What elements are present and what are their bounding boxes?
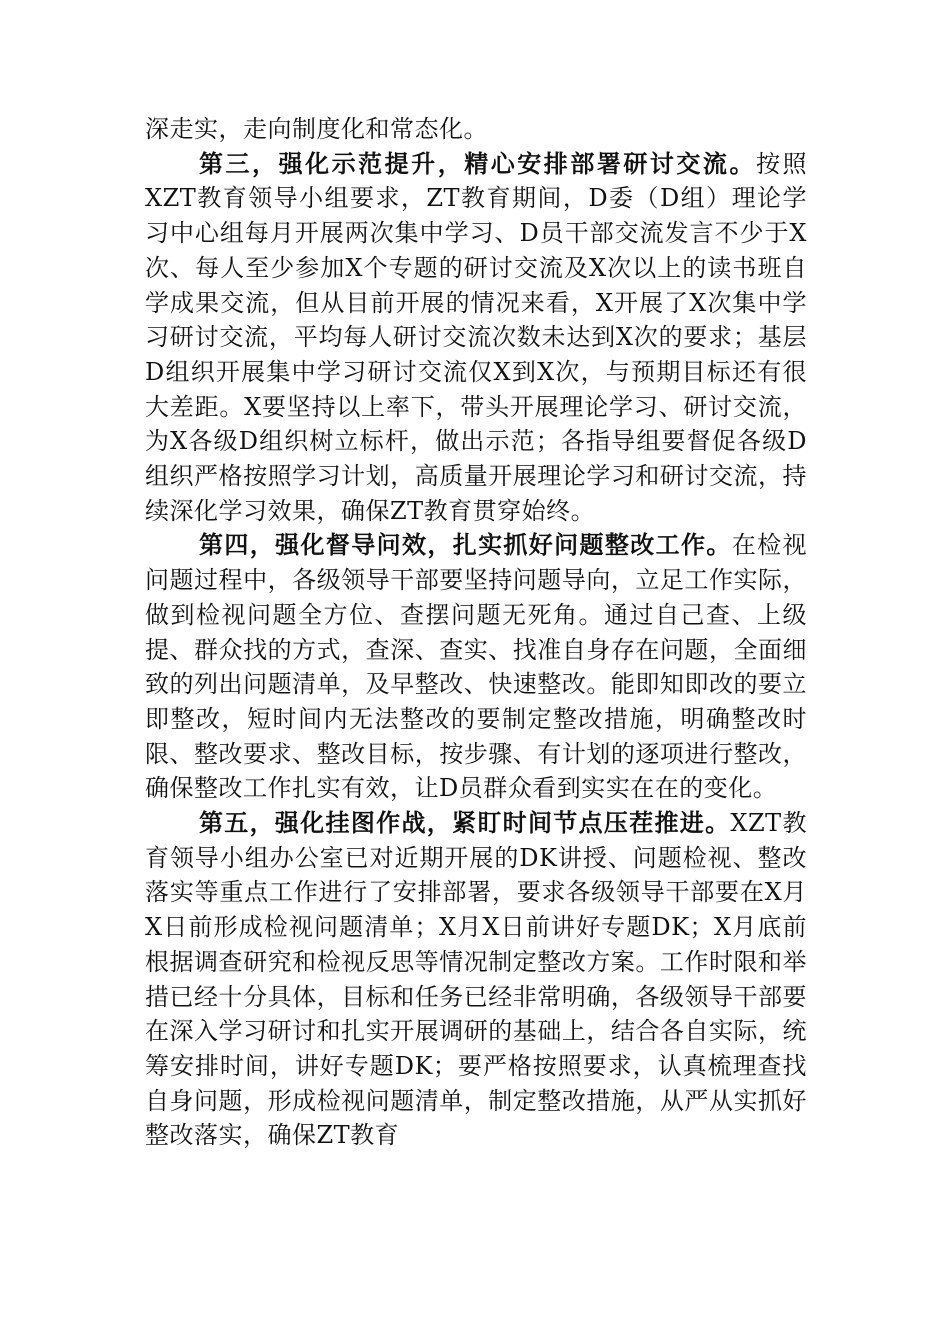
section-heading: 第四，强化督导问效，扎实抓好问题整改工作。	[199, 530, 732, 560]
paragraph-continuation	[145, 112, 807, 147]
paragraph-section-five	[145, 806, 807, 1153]
paragraph-body: 深走实，走向制度化和常态化。	[145, 115, 488, 143]
section-heading: 第三，强化示范提升，精心安排部署研讨交流。	[199, 148, 756, 178]
document-page	[145, 112, 807, 1153]
paragraph-body: 在检视问题过程中，各级领导干部要坚持问题导向，立足工作实际，做到检视问题全方位、查摆问题无死角。通过自己查、上级提、群众找的方式，查深、查实、找准自身存在问题，全面细致的列出问题清单，及早整改、快速整改。能即知即改的要立即整改，短时间内无法整改的要制定整改措施，明确整改时限、整改要求、整改目标，按步骤、有计划的逐项进行整改，确保整改工作扎实有效，让D员群众看到实实在在的变化。	[145, 531, 808, 803]
paragraph-section-three	[145, 147, 807, 529]
paragraph-body: 按照XZT教育领导小组要求，ZT教育期间，D委（D组）理论学习中心组每月开展两次集中学习、D员干部交流发言不少于X次、每人至少参加X个专题的研讨交流及X次以上的读书班自学成果交流，但从目前开展的情况来看，X开展了X次集中学习研讨交流，平均每人研讨交流次数未达到X次的要求；基层D组织开展集中学习研讨交流仅X到X次，与预期目标还有很大差距。X要坚持以上率下，带头开展理论学习、研讨交流，为X各级D组织树立标杆，做出示范；各指导组要督促各级D组织严格按照学习计划，高质量开展理论学习和研讨交流，持续深化学习效果，确保ZT教育贯穿始终。	[145, 149, 808, 525]
section-heading: 第五，强化挂图作战，紧盯时间节点压茬推进。	[199, 808, 731, 838]
paragraph-section-four	[145, 528, 807, 806]
paragraph-body: XZT教育领导小组办公室已对近期开展的DK讲授、问题检视、整改落实等重点工作进行了安排部署，要求各级领导干部要在X月X日前形成检视问题清单；X月X日前讲好专题DK；X月底前根据调查研究和检视反思等情况制定整改方案。工作时限和举措已经十分具体，目标和任务已经非常明确，各级领导干部要在深入学习研讨和扎实开展调研的基础上，结合各自实际，统筹安排时间，讲好专题DK；要严格按照要求，认真梳理查找自身问题，形成检视问题清单，制定整改措施，从严从实抓好整改落实，确保ZT教育	[145, 809, 807, 1150]
